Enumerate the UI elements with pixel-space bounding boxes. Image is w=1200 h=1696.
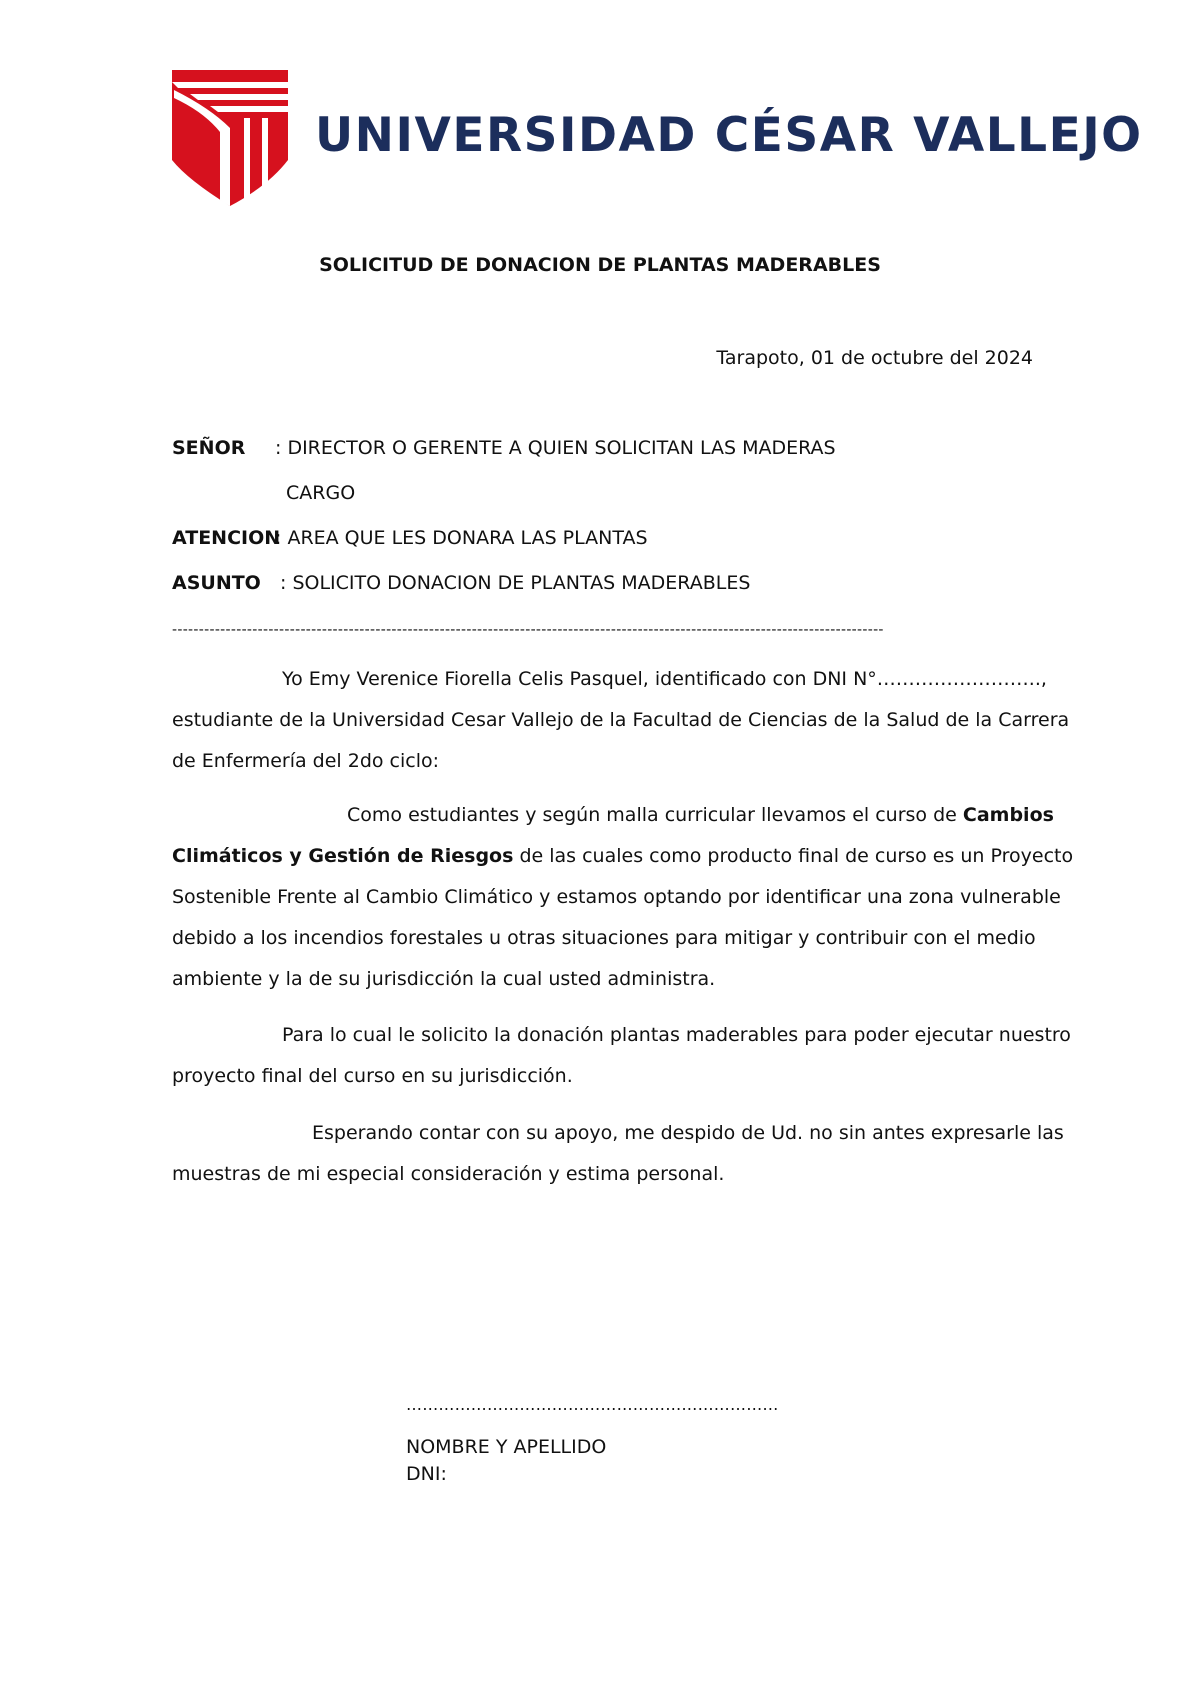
senor-label: SEÑOR [172,437,246,459]
course-name-bold: Cambios [962,804,1054,826]
document-title: SOLICITUD DE DONACION DE PLANTAS MADERABLES [319,254,881,276]
paragraph-text: Como estudiantes y según malla curricular llevamos el curso de [347,804,963,826]
document-date: Tarapoto, 01 de octubre del 2024 [716,347,1033,369]
paragraph-text: de las cuales como producto final de curso es un Proyecto [513,845,1074,867]
signature-dni-label: DNI: [406,1463,447,1485]
paragraph-intro [172,659,1070,782]
paragraph-closing [172,1113,1064,1195]
paragraph-request [172,1015,1071,1097]
paragraph-line: estudiante de la Universidad Cesar Vallejo de la Facultad de Ciencias de la Salud de la Carrera [172,709,1070,731]
cargo-value: CARGO [286,482,356,504]
paragraph-course [172,795,1074,1000]
asunto-row [172,572,751,594]
signature-line: …………………………………………………………… [406,1395,779,1414]
signature-name-label: NOMBRE Y APELLIDO [406,1436,607,1458]
paragraph-line: muestras de mi especial consideración y estima personal. [172,1163,725,1185]
senor-value: : DIRECTOR O GERENTE A QUIEN SOLICITAN LAS MADERAS [275,437,836,459]
paragraph-line: proyecto final del curso en su jurisdicción. [172,1065,573,1087]
atencion-value: : AREA QUE LES DONARA LAS PLANTAS [275,527,648,549]
addressee-row [172,437,836,459]
paragraph-line: debido a los incendios forestales u otras situaciones para mitigar y contribuir con el medio [172,927,1036,949]
shield-icon [170,68,300,208]
university-logo [170,68,1143,208]
university-name: UNIVERSIDAD CÉSAR VALLEJO [315,108,1143,163]
paragraph-line: Esperando contar con su apoyo, me despido de Ud. no sin antes expresarle las [312,1122,1064,1144]
asunto-value: : SOLICITO DONACION DE PLANTAS MADERABLES [280,572,751,594]
paragraph-line: Para lo cual le solicito la donación plantas maderables para poder ejecutar nuestro [282,1024,1071,1046]
paragraph-line [172,795,1054,836]
paragraph-line: de Enfermería del 2do ciclo: [172,750,440,772]
paragraph-line: Sostenible Frente al Cambio Climático y estamos optando por identificar una zona vulnerable [172,886,1061,908]
atencion-label: ATENCION [172,527,281,549]
separator-line: ------------------------------------------------------------------------------------------------------------------------------------- [172,622,884,638]
paragraph-line: ambiente y la de su jurisdicción la cual usted administra. [172,968,716,990]
paragraph-line [172,836,1074,877]
course-name-bold: Climáticos y Gestión de Riesgos [172,845,514,867]
atencion-row [172,527,648,549]
asunto-label: ASUNTO [172,572,261,594]
paragraph-line: Yo Emy Verenice Fiorella Celis Pasquel, identificado con DNI N°…………………….., [282,668,1047,690]
